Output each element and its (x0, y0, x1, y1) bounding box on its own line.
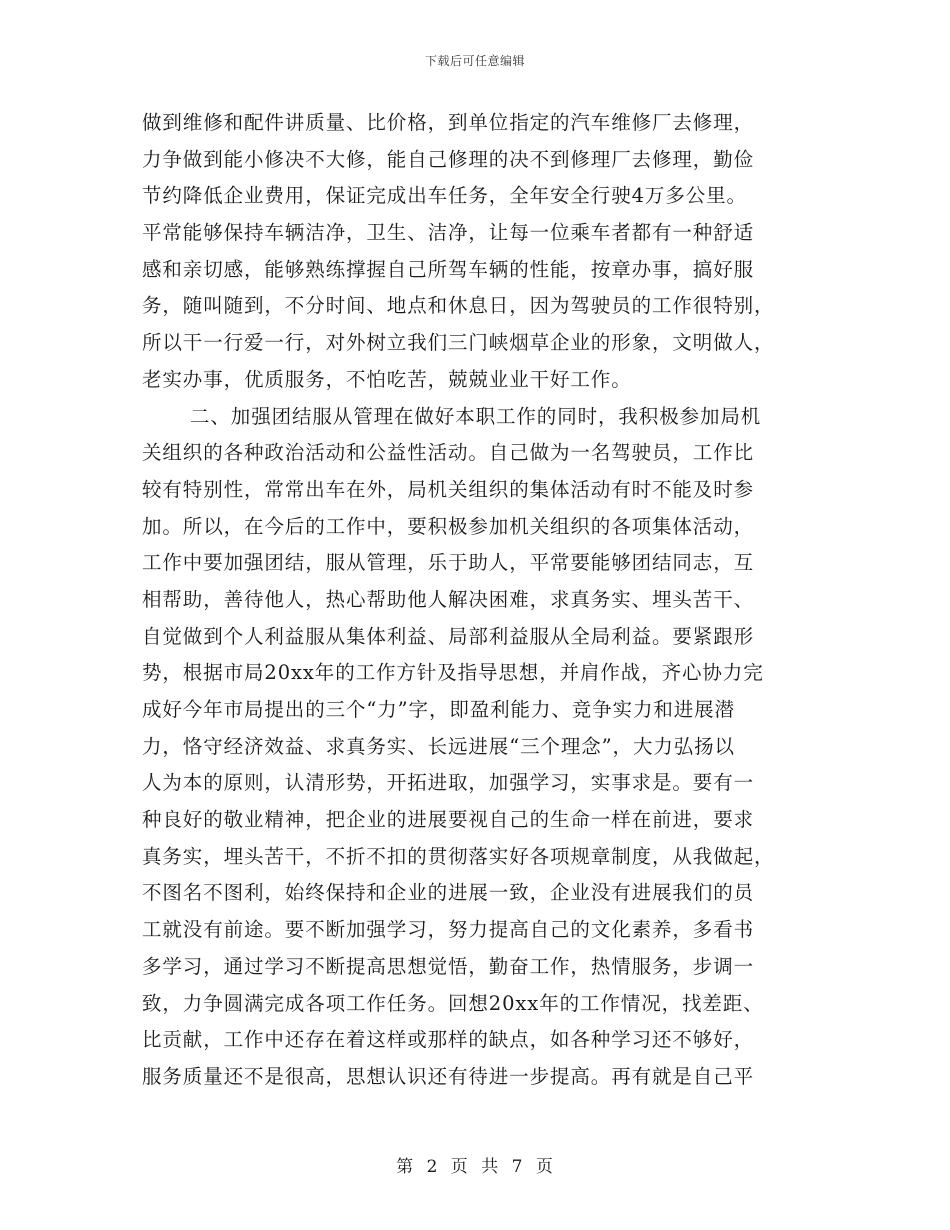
text-line: 所以干一行爱一行，对外树立我们三门峡烟草企业的形象，文明做人， (142, 331, 775, 355)
text-line: 关组织的各种政治活动和公益性活动。自己做为一名驾驶员，工作比 (142, 441, 755, 465)
text-line: 相帮助，善待他人，热心帮助他人解决困难，求真务实、埋头苦干、 (142, 587, 755, 611)
text-line: 务，随叫随到，不分时间、地点和休息日，因为驾驶员的工作很特别， (142, 294, 775, 318)
footer-page-unit: 页 (450, 1157, 469, 1177)
text-line: 致，力争圆满完成各项工作任务。回想20xx年的工作情况，找差距、 (142, 991, 764, 1015)
text-line: 势，根据市局20xx年的工作方针及指导思想，并肩作战，齐心协力完 (142, 661, 764, 685)
text-line: 比贡献，工作中还存在着这样或那样的缺点，如各种学习还不够好， (142, 1028, 755, 1052)
text-line: 服务质量还不是很高，思想认识还有待进一步提高。再有就是自己平 (142, 1064, 755, 1088)
document-body (142, 105, 822, 1096)
text-line: 力，恪守经济效益、求真务实、长远进展“三个理念”，大力弘扬以 (142, 734, 735, 758)
text-line: 加。所以，在今后的工作中，要积极参加机关组织的各项集体活动， (142, 514, 755, 538)
current-page-number: 2 (426, 1157, 439, 1177)
footer-prefix: 第 (396, 1157, 415, 1177)
text-line: 人为本的原则，认清形势，开拓进取，加强学习，实事求是。要有一 (142, 771, 755, 795)
text-line: 成好今年市局提出的三个“力”字，即盈利能力、竞争实力和进展潜 (142, 698, 735, 721)
text-line: 做到维修和配件讲质量、比价格，到单位指定的汽车维修厂去修理， (142, 111, 755, 134)
text-line: 不图名不图利，始终保持和企业的进展一致，企业没有进展我们的员 (142, 881, 755, 905)
text-line: 工就没有前途。要不断加强学习，努力提高自己的文化素养，多看书 (142, 918, 755, 942)
text-line: 感和亲切感，能够熟练撑握自己所驾车辆的性能，按章办事，搞好服 (142, 257, 755, 281)
total-page-count: 7 (511, 1157, 524, 1177)
text-line: 多学习，通过学习不断提高思想觉悟，勤奋工作，热情服务，步调一 (142, 954, 755, 978)
paragraph-start-line: 二、加强团结服从管理在做好本职工作的同时，我积极参加局机 (190, 404, 762, 428)
text-line: 老实办事，优质服务，不怕吃苦，兢兢业业干好工作。 (142, 367, 632, 391)
text-line: 力争做到能小修决不大修，能自己修理的决不到修理厂去修理，勤俭 (142, 147, 755, 171)
text-line: 真务实，埋头苦干，不折不扣的贯彻落实好各项规章制度，从我做起， (142, 844, 775, 868)
text-line: 节约降低企业费用，保证完成出车任务，全年安全行驶4万多公里。 (142, 184, 747, 208)
footer-total-word: 共 (481, 1157, 500, 1177)
text-line: 平常能够保持车辆洁净，卫生、洁净，让每一位乘车者都有一种舒适 (142, 221, 755, 245)
page-header-note: 下载后可任意编辑 (424, 54, 525, 68)
text-line: 自觉做到个人利益服从集体利益、局部利益服从全局利益。要紧跟形 (142, 624, 755, 648)
footer-suffix: 页 (535, 1157, 554, 1177)
page-number-footer (0, 1152, 950, 1177)
text-line: 工作中要加强团结，服从管理，乐于助人，平常要能够团结同志，互 (142, 551, 755, 575)
text-line: 种良好的敬业精神，把企业的进展要视自己的生命一样在前进，要求 (142, 808, 755, 832)
text-line: 较有特别性，常常出车在外，局机关组织的集体活动有时不能及时参 (142, 477, 755, 501)
